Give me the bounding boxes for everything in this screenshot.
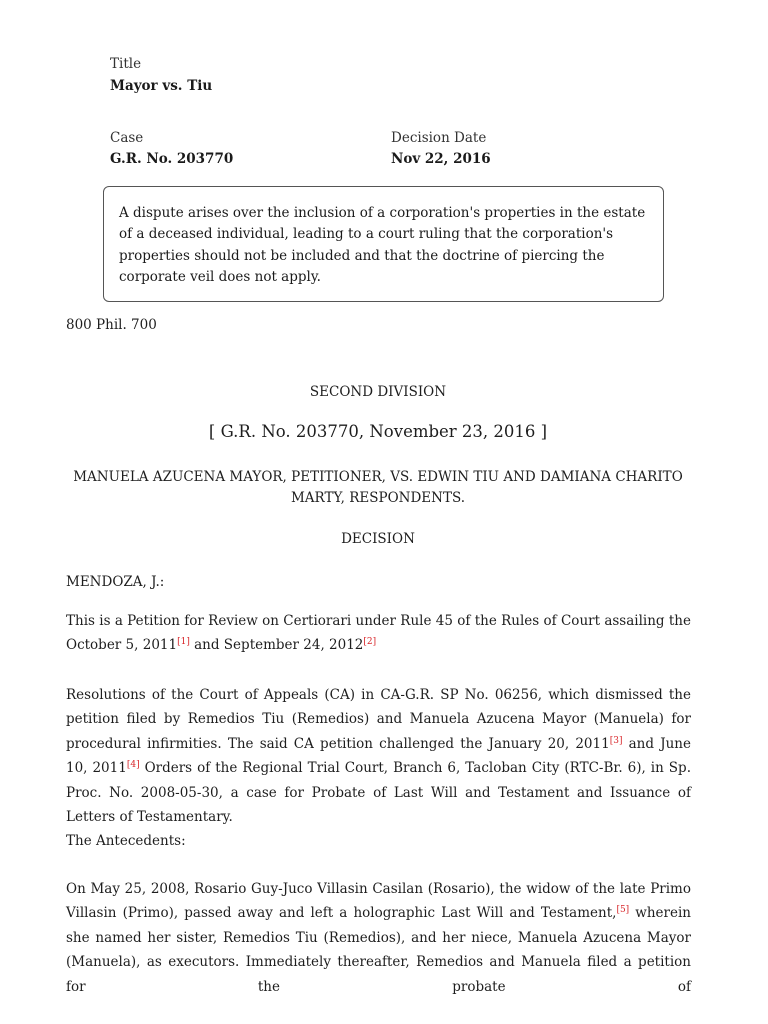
footnote-link[interactable]: [4]: [126, 760, 140, 771]
paragraph-2: [66, 683, 691, 829]
paragraph-text: On May 25, 2008, Rosario Guy-Juco Villasin Casilan (Rosario), the widow of the late Primo Villasin (Primo), passed away and left a holographic Last Will and Testament,: [66, 881, 691, 922]
paragraph-text: and June 10, 2011: [66, 735, 691, 777]
division-heading: SECOND DIVISION: [309, 384, 447, 400]
summary-box: A dispute arises over the inclusion of a corporation's properties in the estate of a deceased individual, leading to a court ruling that the corporation's properties should not be included and that the doctrine of piercing the corporate veil does not apply.: [103, 186, 664, 302]
paragraph-3: The Antecedents:: [66, 833, 186, 849]
footnote-link[interactable]: [1]: [177, 637, 190, 648]
gr-number-heading: [ G.R. No. 203770, November 23, 2016 ]: [208, 422, 548, 441]
paragraph-text: wherein she named her sister, Remedios Tiu (Remedios), and her niece, Manuela Azucena Mayor (Manuela), as executors. Immediately thereafter, Remedios and Manuela filed a petition for the probate of: [66, 905, 691, 995]
footnote-link[interactable]: [2]: [363, 637, 377, 648]
paragraph-text: Resolutions of the Court of Appeals (CA) in CA-G.R. SP No. 06256, which dismissed the petition filed by Remedios Tiu (Remedios) and Manuela Azucena Mayor (Manuela) for procedural infirmities. The said CA petition challenged the January 20, 2011: [66, 687, 691, 752]
decision-date-label: Decision Date: [391, 130, 487, 146]
paragraph-1: [66, 609, 691, 658]
case-value: G.R. No. 203770: [110, 151, 234, 167]
paragraph-text: and September 24, 2012: [189, 637, 364, 654]
decision-heading: DECISION: [341, 531, 415, 547]
footnote-link[interactable]: [3]: [609, 735, 623, 746]
phil-citation: 800 Phil. 700: [66, 317, 157, 333]
parties-heading: MANUELA AZUCENA MAYOR, PETITIONER, VS. EDWIN TIU AND DAMIANA CHARITO MARTY, RESPONDENTS.: [73, 469, 683, 506]
ponente: MENDOZA, J.:: [66, 574, 165, 590]
title-label: Title: [110, 56, 142, 72]
title-value: Mayor vs. Tiu: [110, 78, 213, 94]
paragraph-text: Orders of the Regional Trial Court, Branch 6, Tacloban City (RTC-Br. 6), in Sp. Proc. No. 2008-05-30, a case for Probate of Last Will and Testament and Issuance of Letters of Testamentary.: [66, 760, 691, 826]
paragraph-text: This is a Petition for Review on Certiorari under Rule 45 of the Rules of Court assailing the October 5, 2011: [66, 613, 691, 654]
case-label: Case: [110, 130, 144, 146]
decision-date-value: Nov 22, 2016: [391, 151, 491, 167]
footnote-link[interactable]: [5]: [616, 905, 630, 916]
paragraph-4: [66, 877, 691, 999]
